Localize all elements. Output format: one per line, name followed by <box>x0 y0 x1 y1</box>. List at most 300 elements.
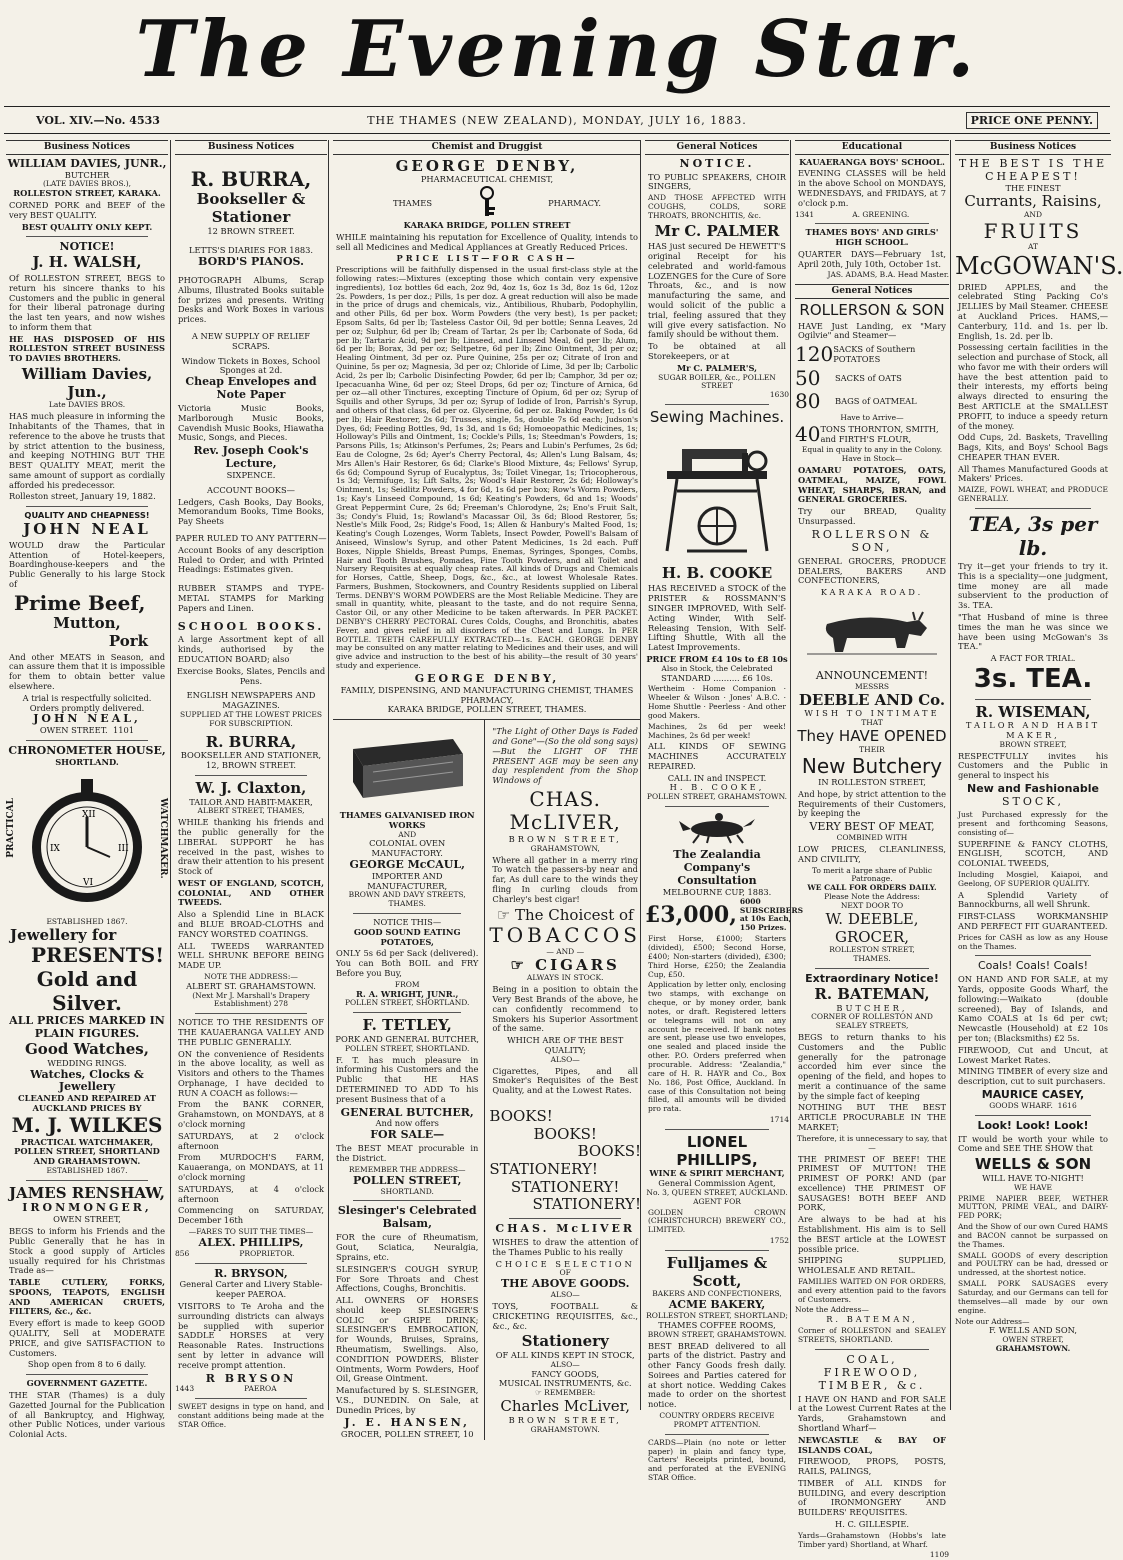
ad-text: IN ROLLESTON STREET, <box>818 777 926 788</box>
ad-text: NOTE THE ADDRESS:— <box>204 971 298 981</box>
ad-text: OWEN STREET. <box>39 725 108 736</box>
ad-text: CLEANED AND REPAIRED AT AUCKLAND PRICES BY <box>18 1093 156 1114</box>
ad-text: General Carter and Livery Stable-keeper PAEROA. <box>179 1279 323 1300</box>
column-2 <box>170 140 327 1430</box>
ad-text: And the Show of our own Cured HAMS and BACON cannot be surpassed on the Thames. <box>958 1222 1108 1249</box>
ad-heading: THE BEST IS THE CHEAPEST! <box>958 156 1108 183</box>
divider <box>353 913 461 914</box>
ad-text: Just Purchased expressly for the present and forthcoming Seasons, consisting of— <box>958 809 1108 837</box>
ad-text: CALL IN and INSPECT. <box>667 772 767 783</box>
ad-claxton-title: W. J. Claxton, <box>195 778 307 797</box>
ad-text: FIREWOOD, PROPS, POSTS, RAILS, PALINGS, <box>798 1456 946 1477</box>
column-header: Educational <box>795 140 949 155</box>
ad-text: RUBBER STAMPS and TYPE-METAL STAMPS for Marking Papers and Linen. <box>178 583 324 613</box>
ad-text: Note the Address— <box>795 1305 869 1315</box>
ad-text: BROWN STREET, GRAHAMSTOWN. <box>647 1329 787 1339</box>
ad-text: THAMES GALVANISED IRON WORKS <box>339 809 475 830</box>
ad-heading: NOTICE. <box>679 156 755 170</box>
ad-text: BUTCHER, <box>836 1002 908 1013</box>
ad-big-text: W. DEEBLE, GROCER, <box>825 909 919 946</box>
ad-text: FAMILY, DISPENSING, AND MANUFACTURING CHEMIST, THAMES PHARMACY, <box>340 684 634 705</box>
ad-text: WILL HAVE TO-NIGHT! <box>982 1172 1084 1183</box>
ad-text: FIRST-CLASS WORKMANSHIP AND PERFECT FIT GUARANTEED. <box>958 911 1108 931</box>
ad-text: TABLE CUTLERY, FORKS, SPOONS, TEAPOTS, ENGLISH AND AMERICAN CRUETS, FILTERS, &c., &c. <box>9 1277 165 1317</box>
ad-text: MAIZE, FOWL WHEAT, and PRODUCE GENERALLY. <box>958 485 1108 504</box>
masthead-rule <box>4 106 1110 107</box>
ad-text: TAILOR AND HABIT MAKER, <box>965 720 1101 741</box>
ad-text: THE FINEST <box>1005 182 1061 193</box>
ad-text: Orders promptly delivered. <box>29 702 145 713</box>
ad-text: HAS RECEIVED a STOCK of the PRISTER & ROSSMANN'S SINGER IMPROVED, With Self-Acting Winder, With Self-Releasing Tension, With Self-Lifting Shuttle, With all the Latest Improvements. <box>648 583 786 653</box>
ad-heading: NOTICE TO THE RESIDENTS OF THE KAUAERANGA VALLEY AND THE PUBLIC GENERALLY. <box>178 1017 324 1047</box>
ad-text: HE HAS DISPOSED OF HIS ROLLESTON STREET BUSINESS TO DAVIES BROTHERS. <box>9 333 165 364</box>
ad-text: LETTS'S DIARIES FOR 1883. <box>188 245 314 256</box>
ad-text: GRAHAMSTOWN. <box>995 1344 1071 1353</box>
ad-text: (LATE DAVIES BROS.), <box>42 179 132 189</box>
ad-text: Try it—get your friends to try it. This is a speciality—one judgment, time money are all made subservient to the production of 3s. TEA. <box>958 561 1108 611</box>
ad-text: SUPPLIED AT THE LOWEST PRICES FOR SUBSCRIPTION. <box>179 709 322 728</box>
ad-text: H. B. COOKE, <box>669 782 765 793</box>
ad-text: FOR the cure of Rheumatism, Gout, Sciatica, Neuralgia, Sprains, etc. <box>336 1232 479 1262</box>
ad-text: Possessing certain facilities in the selection and purchase of Stock, all who favor me with their orders will have the best attention paid to their interests, my efforts being always directed to ensuring the Best ARTICLE at the SMALLEST PROFIT, to induce a speedy return of the money. <box>958 342 1108 431</box>
ad-text: AT <box>1027 242 1038 252</box>
ad-text: DRIED APPLES, and the celebrated Sting Packing Co's JELLIES by Mail Steamer. CHEESE at Auckland Prices. HAMS,—Canterbury, 11d. and 1s. per lb. English, 1s. 2d. per lb. <box>958 281 1108 341</box>
ad-text: "That Husband of mine is three times the man he was since we have been using McGowan's 3s TEA." <box>958 612 1108 652</box>
ad-text: Also a Splendid Line in BLACK and BLUE BROAD-CLOTHS and FANCY WORSTED COATINGS. <box>178 909 324 939</box>
ad-text: ROLLESTON STREET, SHORTLAND; <box>646 1311 788 1321</box>
divider <box>975 955 1091 956</box>
ad-text: ONLY 5s 6d per Sack (delivered). You can Both BOIL and FRY Before you Buy, <box>336 948 479 979</box>
ad-text: Therefore, it is unnecessary to say, that— <box>796 1133 948 1152</box>
ad-text: SMALL PORK SAUSAGES every Saturday, and our Germans can tell for themselves—all made by our own engine. <box>958 1279 1108 1315</box>
ad-wells-title: WELLS & SON <box>974 1155 1092 1174</box>
ad-text: KARAKA BRIDGE, POLLEN STREET, THAMES. <box>387 704 587 715</box>
ad-text: Are always to be had at his Establishment. His aim is to Sell the BEST article at the LOWEST possible price. <box>798 1214 946 1254</box>
divider <box>665 1250 769 1251</box>
ad-text: PRACTICAL <box>6 797 16 858</box>
svg-text:III: III <box>118 843 129 854</box>
ad-text: BUTCHER <box>64 169 110 180</box>
divider <box>665 1129 769 1130</box>
ad-text: Corner of ROLLESTON and SEALEY STREETS, SHORTLAND. <box>798 1326 946 1344</box>
ad-number: 1630 <box>769 390 789 400</box>
ad-text: CORNED PORK and BEEF of the very BEST QUALITY. <box>9 199 165 220</box>
ad-text: ROLLESTON STREET, <box>829 945 915 955</box>
ad-text: A trial is respectfully solicited. <box>22 692 152 703</box>
ad-text: VISITORS to Te Aroha and the surrounding districts can always be supplied with superior SADDLE HORSES at very Reasonable Rates. Instructions sent by letter in advance will receive prompt attention. <box>178 1301 324 1370</box>
ad-text: IRONMONGER, <box>22 1201 152 1215</box>
ad-renshaw-title: JAMES RENSHAW, <box>8 1183 166 1202</box>
ad-heading: GOVERNMENT GAZETTE. <box>26 1378 148 1389</box>
ad-text: Cheap Envelopes and Note Paper <box>185 375 317 402</box>
ad-sewing-title: Sewing Machines. <box>649 408 785 427</box>
ad-rollerson-title: ROLLERSON & SON <box>799 300 945 319</box>
divider <box>975 508 1091 509</box>
ad-text: Including Mosgiel, Kaiapoi, and Geelong, OF SUPERIOR QUALITY. <box>958 869 1108 888</box>
ad-text: Please Note the Address: <box>824 892 920 902</box>
ad-text: PORK AND GENERAL BUTCHER, <box>335 1033 479 1044</box>
ad-bryson-title: R. BRYSON, <box>214 1266 288 1280</box>
ad-text: WHILE thanking his friends and the public generally for the LIBERAL SUPPORT he has received in the past, wishes to draw their attention to his present Stock of <box>178 817 324 877</box>
column-6 <box>950 140 1123 1410</box>
ad-text: STOCK, <box>1001 795 1065 808</box>
ad-text: KARAKA ROAD. <box>820 587 924 598</box>
bull-icon <box>797 602 947 666</box>
ad-text: Yards—Grahamstown (Hobbs's late Timber yard) Shortland, at Wharf. <box>798 1530 946 1549</box>
ad-bateman-title: R. BATEMAN, <box>814 984 930 1003</box>
ad-text: VERY BEST OF MEAT, <box>809 820 935 834</box>
divider <box>195 1398 307 1399</box>
ad-text: Of ROLLESTON STREET, BEGS to return his sincere thanks to his Customers and the public in general for their liberal patronage during the last ten years, and now wishes to inform them that <box>9 272 165 332</box>
ad-text: Have to Arrive— <box>840 412 904 422</box>
ad-text: First Horse, £1000; Starters (divided), £500; Second Horse, £400; Non-starters (divided), £300; Third Horse, £250; the Zealandia Cup, £50. <box>648 934 786 979</box>
divider <box>353 1200 461 1201</box>
ad-text: Note our Address— <box>955 1316 1030 1326</box>
ad-text: Application by letter only, enclosing two stamps, with exchange on cheque, or by money order, bank notes, or draft. Registered letters or telegrams will not on any account be received. If bank notes are sent, please use two envelopes, one sealed and placed inside the other. P.O. Orders preferred when procurable. Address: "Zealandia," care of H. R. HAYR and Co., Box No. 186, Post Office, Auckland. In case of this Consultation not being filled, all amounts will be divided pro rata. <box>648 980 786 1114</box>
ad-deeble-title: DEEBLE AND Co. <box>798 690 946 709</box>
ad-wilkes-title: M. J. WILKES <box>11 1113 163 1138</box>
ad-text: ROLLERSON & SON, <box>811 527 933 554</box>
ad-coals-title: Coals! Coals! Coals! <box>977 959 1089 973</box>
ad-burra-title: R. BURRA, <box>190 166 312 191</box>
divider <box>665 404 769 405</box>
ad-text: BOOKSELLER AND STATIONER, <box>180 750 322 761</box>
sewing-machine-icon <box>647 431 787 561</box>
ad-text: IT would be worth your while to Come and SEE THE SHOW that <box>958 1133 1108 1154</box>
ad-number: 1109 <box>929 1550 949 1560</box>
ad-text: Rev. Joseph Cook's Lecture, <box>193 444 309 471</box>
ad-text: PRACTICAL WATCHMAKER, <box>20 1136 154 1147</box>
ad-text: J. E. HANSEN, <box>344 1416 470 1430</box>
ad-text: QUARTER DAYS—February 1st, April 20th, July 10th, October 1st. <box>798 248 946 269</box>
ad-text: ALBERT ST. GRAHAMSTOWN. <box>186 980 316 991</box>
ad-phillips-title: LIONEL PHILLIPS, <box>676 1132 758 1169</box>
ad-heading: QUALITY AND CHEAPNESS! <box>24 510 150 521</box>
ad-text: GENERAL GROCERS, PRODUCE DEALERS, BAKERS AND CONFECTIONERS, <box>798 555 946 586</box>
ad-text: ON the convenience of Residents in the above locality, as well as Visitors and others to the Thames Orphanage, I have decided to RUN A COACH as follows:— <box>178 1048 324 1098</box>
ad-text: BROWN STREET, <box>999 739 1067 749</box>
ad-text: SACKS of OATS <box>835 372 902 383</box>
ad-wiseman-title: R. WISEMAN, <box>975 702 1091 721</box>
ad-text: 856 PROPRIETOR. <box>175 1248 295 1258</box>
ad-text: AND THOSE AFFECTED WITH COUGHS, COLDS, SORE THROATS, BRONCHITIS, &c. <box>648 193 786 220</box>
ad-text: BEST BREAD delivered to all parts of the district. Pastry and other Fancy Goods fresh daily. Soirees and Parties catered for at short notice. Wedding Cakes made to order on the shortest notice. <box>648 1340 786 1410</box>
ad-text: THAT <box>861 718 883 728</box>
ad-text: THEIR <box>859 744 885 754</box>
ad-text: A large Assortment kept of all kinds, authorised by the EDUCATION BOARD; also <box>178 634 324 665</box>
dateline <box>0 112 1114 130</box>
ad-text: JAS. ADAMS, B.A. Head Master. <box>827 270 949 280</box>
ad-quantity: 50 <box>795 365 821 390</box>
ad-text: Exercise Books, Slates, Pencils and Pens. <box>176 665 326 686</box>
ad-quantity: 120 <box>795 342 834 367</box>
divider <box>509 1218 621 1219</box>
ad-heading: ANNOUNCEMENT! <box>815 668 929 682</box>
divider <box>815 1349 929 1350</box>
ad-text: ALL OWNERS OF HORSES should keep SLESINGER'S COLIC or GRIPE DRINK; SLESINGER'S EMBROCATION, for Wounds, Bruises, Sprains, Rheumatism, Swellings. Also, CONDITION POWDERS, Blister Ointments, Worm Powders, Hoof Oil, Grease Ointment. <box>336 1295 479 1384</box>
ad-neal-title: JOHN NEAL <box>23 520 151 539</box>
column-4 <box>640 140 803 1483</box>
ad-text: CARDS—Plain (no note or letter paper) in plain and fancy type, Carters' Receipts printed, bound, and perforated at the EVENING STAR Office. <box>648 1437 786 1483</box>
ad-text: POLLEN STREET, SHORTLAND. <box>344 1043 470 1053</box>
ad-text: 1443 PAEROA <box>175 1384 277 1394</box>
divider <box>26 506 148 507</box>
ad-text: SATURDAYS, at 4 o'clock afternoon <box>178 1183 324 1204</box>
divider <box>815 968 929 969</box>
ad-heading: Extraordinary Notice! <box>805 971 939 985</box>
ad-big-text: Good Watches, <box>25 1040 149 1059</box>
ad-text: NEXT DOOR TO <box>840 900 904 910</box>
ad-text: WEST OF ENGLAND, SCOTCH, COLONIAL, AND OTHER TWEEDS. <box>178 877 324 908</box>
dateline-rule <box>4 133 1110 134</box>
ad-text: PHARMACY. <box>548 198 601 209</box>
ad-text: From MURDOCH'S FARM, Kauaeranga, on MONDAYS, at 11 o'clock morning <box>178 1152 324 1182</box>
divider <box>26 740 148 741</box>
ad-text: GEORGE McCAUL, <box>349 857 465 871</box>
ad-text: R BRYSON <box>205 1371 297 1385</box>
ad-big-text: New Butchery <box>801 753 943 778</box>
ad-text: 1341 A. GREENING. <box>795 209 910 219</box>
divider <box>975 699 1091 700</box>
ad-text: Manufactured by S. SLESINGER, V.S., DUNEDIN. On Sale, at Dunedin Prices, by <box>336 1385 479 1415</box>
ad-palmer-title: Mr C. PALMER <box>654 221 780 240</box>
column-3 <box>328 140 641 1440</box>
ad-text: F. T. has much pleasure in informing his Customers and the Public that HE HAS DETERMINED TO ADD To his present Business that of a <box>336 1054 479 1104</box>
ad-big-text: Jewellery for <box>10 925 117 944</box>
ad-text: TO PUBLIC SPEAKERS, CHOIR SINGERS, <box>648 171 786 192</box>
ad-text: ON HAND AND FOR SALE, at my Yards, opposite Goods Wharf, the following:—Waikato (double screened), Bay of Islands, and Kamo COALS at 1s 6d per cwt; Newcastle (Household) at £2 10s per ton; (Blacksmiths) £2 5s. <box>958 974 1108 1043</box>
ad-text: FROM <box>394 979 420 989</box>
ad-text: Rolleston street, January 19, 1882. <box>9 491 156 502</box>
ad-text: RESPECTFULLY invites his Customers and the Public in general to inspect his <box>958 750 1108 781</box>
svg-text:XII: XII <box>82 809 96 820</box>
ad-text: GOLDEN CROWN (CHRISTCHURCH) BREWERY CO., LIMITED. <box>648 1207 786 1235</box>
svg-text:VI: VI <box>83 877 94 888</box>
ad-text: Every effort is made to keep GOOD QUALITY, Sell at MODERATE PRICE, and give SATISFACTION to Customers. <box>9 1318 165 1358</box>
ad-text: AND <box>1024 210 1042 220</box>
divider <box>815 223 929 224</box>
ad-text: THAMES <box>393 198 432 209</box>
mcliver-column: "The Light of Other Days is Faded and Gone"—(So the old song says)—But the LIGHT OF THE PRESENT AGE may be seen any day resplendent from the Shop Windows of CHAS. McLIVER, BROWN STREET, GRAHAMSTOWN, Where all gather in a merry ring To watch the passers-by near and far, As dull care to the winds they fling In curling clouds from Charley's best cigar! ☞ The Choicest of TOBACCOS — AND — ☞ CIGARS ALWAYS IN STOCK. Being in a position to obtain the Very Best Brands of the above, he can confidently recommend to Smokers his Superior Assortment of the same. WHICH ARE OF THE BEST QUALITY; ALSO— Cigarettes, Pipes, and all Smoker's Requisites of the Best Quality, and at the Lowest Rates. BOOKS! BOOKS! BOOKS! STATIONERY! STATIONERY! STATIONERY! CHAS. McLIVER WISHES to draw the attention of the Thames Public to his really CHOICE SELECTION OF THE ABOVE GOODS. ALSO— TOYS, FOOTBALL & CRICKETING REQUISITES, &c., &c., &c. Stationery OF ALL KINDS KEPT IN STOCK, ALSO— FANCY GOODS, MUSICAL INSTRUMENTS, &c. ☞ REMEMBER: Charles McLiver, BROWN STREET, GRAHAMSTOWN. <box>489 726 641 1434</box>
ad-text: Account Books of any description Ruled to Order, and with Printed Headings: Estimates given. <box>178 544 324 575</box>
ad-text: WE CALL FOR ORDERS DAILY. <box>807 883 937 893</box>
ad-text: A FACT FOR TRIAL. <box>990 653 1076 664</box>
ad-text: GEORGE DENBY, <box>414 671 560 685</box>
ad-text: OWEN STREET, <box>1002 1335 1064 1345</box>
ad-text: REMEMBER THE ADDRESS— <box>348 1164 466 1174</box>
ad-text: BROWN AND DAVY STREETS, THAMES. <box>348 890 466 909</box>
ad-text: GENERAL BUTCHER, <box>340 1105 474 1119</box>
volume-number: VOL. XIV.—No. 4533 <box>36 114 160 127</box>
ad-big-text: PRESENTS! <box>31 943 164 968</box>
ad-text: POLLEN STREET, SHORTLAND. <box>344 998 470 1008</box>
ad-text: STANDARD .......... £6 10s. <box>661 672 773 683</box>
ad-tea-title: TEA, 3s per lb. <box>968 511 1098 560</box>
ad-text: And hope, by strict attention to the Requirements of their Customers, by keeping the <box>798 788 946 819</box>
ad-text: R. A. WRIGHT, JUNR., <box>356 988 459 999</box>
ad-text: BAKERS AND CONFECTIONERS, <box>652 1289 782 1299</box>
ad-number: 10 <box>462 1429 474 1440</box>
ad-quantity: 80 <box>795 389 821 414</box>
divider <box>195 1013 307 1014</box>
ad-text: ALL PRICES MARKED IN PLAIN FIGURES. <box>9 1014 165 1041</box>
divider <box>26 1180 148 1181</box>
ad-text: ESTABLISHED 1867. <box>46 916 128 926</box>
ad-text: CORNER OF ROLLESTON AND SEALEY STREETS, <box>811 1012 933 1031</box>
ad-text: SLESINGER'S COUGH SYRUP, For Sore Throats and Chest Affections, Coughs, Bronchitis. <box>336 1263 479 1294</box>
ad-text: PHOTOGRAPH Albums, Scrap Albums, Illustrated Books suitable for prizes and presents. Writing Desks and Work Boxes in various prices. <box>178 275 324 325</box>
ad-fulljames-title: Fulljames & Scott, <box>666 1253 768 1290</box>
column-header: Business Notices <box>955 140 1111 155</box>
ad-text: PRIME NAPIER BEEF, WETHER MUTTON, PRIME VEAL, and DAIRY-FED PORK; <box>958 1193 1108 1221</box>
divider <box>26 1374 148 1375</box>
ad-text: BEGS to return thanks to his Customers and the Public generally for the patronage accorded him ever since the opening of the field, and hopes to merit a continuance of the same by the simple fact of keeping <box>798 1032 946 1101</box>
ad-text: MELBOURNE CUP, 1883. <box>662 887 772 898</box>
ad-text: FAMILIES WAITED ON FOR ORDERS, and every attention paid to the favors of Customers. <box>798 1276 946 1304</box>
ad-chrono-title: CHRONOMETER HOUSE, <box>8 744 166 758</box>
ad-text: Victoria Music Books, Marlborough Music Books, Cavendish Music Books, Hiawatha Music, Songs, and Pieces. <box>178 403 324 443</box>
ad-text: Ledgers, Cash Books, Day Books, Memorandum Books, Time Books, Pay Sheets <box>178 496 324 527</box>
ad-number: 1101 <box>112 725 135 736</box>
ad-big-text: They HAVE OPENED <box>797 726 947 745</box>
ad-text: SIXPENCE. <box>226 470 276 481</box>
ad-tetley-title: F. TETLEY, <box>362 1016 452 1035</box>
ad-text: KARAKA BRIDGE, POLLEN STREET <box>403 220 571 231</box>
ad-text: ACCOUNT BOOKS— <box>207 484 295 495</box>
divider <box>26 236 148 237</box>
ad-text: A Splendid Variety of Bannockburns, all well Shrunk. <box>958 889 1108 910</box>
ad-text: 6000 SUBSCRIBERS at 10s Each, 150 Prizes. <box>739 896 803 933</box>
ad-text: MINING TIMBER of every size and description, cut to suit purchasers. <box>958 1066 1108 1087</box>
ad-big-text: Prime Beef, <box>14 590 146 615</box>
ad-text: EVENING CLASSES will be held in the above School on MONDAYS, WEDNESDAYS, and FRIDAYS, at 7 o'clock p.m. <box>798 168 946 208</box>
column-header: General Notices <box>795 284 949 299</box>
ad-big-text: Mutton, <box>53 614 121 633</box>
ad-text: F. WELLS AND SON, <box>988 1325 1078 1336</box>
ad-text: A NEW SUPPLY OF RELIEF SCRAPS. <box>191 331 311 351</box>
ad-text: BORD'S PIANOS. <box>198 255 304 269</box>
ad-text: THAMES COFFEE ROOMS, <box>658 1319 776 1330</box>
horse-race-icon <box>647 811 787 845</box>
ad-text: POLLEN STREET, <box>352 1173 462 1187</box>
ad-text: Odd Cups, 2d. Baskets, Travelling Bags, Kits, and Boys' School Bags CHEAPER THAN EVER. <box>958 432 1108 462</box>
ad-text: 12 BROWN STREET. <box>207 225 295 236</box>
ad-text: HAVE Just Landing, ex "Mary Ogilvie" and Steamer— <box>798 320 946 341</box>
ad-coal-title: COAL, FIREWOOD, TIMBER, &c. <box>818 1352 926 1392</box>
ad-text: SHIPPING SUPPLIED, WHOLESALE AND RETAIL. <box>798 1255 946 1276</box>
ad-number: 1752 <box>769 1236 789 1246</box>
ad-text: WINE & SPIRIT MERCHANT, <box>649 1168 785 1179</box>
ad-text: TONS THORNTON, SMITH, and FIRTH'S FLOUR, <box>820 423 939 444</box>
ad-text: And now offers <box>375 1118 439 1129</box>
ad-text: FOR SALE— <box>370 1128 445 1142</box>
ad-text: H. C. GILLESPIE. <box>834 1519 910 1529</box>
ad-big-text: 3s. TEA. <box>973 663 1093 694</box>
mortar-key-icon <box>475 185 499 219</box>
column-5 <box>790 140 949 1560</box>
ad-quote-block: "The Light of Other Days is Faded and Gone"—(So the old song says)—But the LIGHT OF THE PRESENT AGE may be seen any day resplendent from the Shop Windows of <box>492 726 638 786</box>
ad-text: And other MEATS in Season, and can assure them that it is impossible for them to obtain better value elsewhere. <box>9 651 165 691</box>
ad-text: ACME BAKERY, <box>668 1298 766 1312</box>
issue-price: PRICE ONE PENNY. <box>966 112 1098 129</box>
ad-text: SHORTLAND. <box>380 1186 434 1196</box>
ad-text: ESTABLISHED 1867. <box>46 1165 128 1175</box>
ad-text: GOOD SOUND EATING POTATOES, <box>353 926 461 947</box>
ad-text: I HAVE ON HAND and FOR SALE at the Lowest Current Rates at the Yards, Grahamstown and Shortland Wharf— <box>798 1393 946 1433</box>
ad-text: ALEX. PHILLIPS, <box>198 1235 304 1249</box>
ad-text: AND <box>398 829 417 839</box>
ad-number: 1616 <box>1057 1100 1077 1110</box>
ad-text: MESSRS <box>854 681 890 691</box>
ad-text: PHARMACEUTICAL CHEMIST, <box>420 174 554 185</box>
ad-heading: PRICE LIST—FOR CASH— <box>396 253 578 264</box>
ad-text: TIMBER of ALL KINDS for BUILDING, and every description of IRONMONGERY AND BUILDERS' REQUISITES. <box>798 1477 946 1518</box>
ad-text: ALL KINDS OF SEWING MACHINES ACCURATELY REPAIRED. <box>648 741 786 771</box>
ad-text: Have in Stock— <box>841 454 903 464</box>
ad-text: COUNTRY ORDERS RECEIVE PROMPT ATTENTION. <box>659 1411 775 1429</box>
ad-text: Try our BREAD, Quality Unsurpassed. <box>798 506 946 526</box>
ad-cooke-title: H. B. COOKE <box>661 563 773 582</box>
ad-number: 1714 <box>769 1115 789 1125</box>
ad-text: NEWCASTLE & BAY OF ISLANDS COAL, <box>798 1434 946 1455</box>
ad-wd-title: William Davies, Jun., <box>21 365 153 401</box>
ad-text: ROLLESTON STREET, KARAKA. <box>13 188 161 199</box>
ad-text: Shop open from 8 to 6 daily. <box>27 1359 147 1370</box>
divider <box>195 775 307 776</box>
ad-text: Late DAVIES BROS. <box>48 400 126 410</box>
ad-text: ALBERT STREET, THAMES, <box>197 806 305 816</box>
ad-text: The BEST MEAT procurable in the District. <box>336 1143 479 1164</box>
masthead <box>0 4 1114 96</box>
ad-slesinger-title: Slesinger's Celebrated Balsam, <box>337 1204 477 1231</box>
ad-text: THE PRIMEST OF BEEF! THE PRIMEST OF MUTTON! THE PRIMEST OF PORK! AND (par excellence) THE PRIMEST OF SAUSAGES! BOTH BEEF AND PORK, <box>798 1153 946 1213</box>
ad-casey-title: MAURICE CASEY, <box>981 1087 1085 1101</box>
watch-illustration <box>6 768 168 918</box>
ad-text: GROCER, POLLEN STREET, <box>340 1429 461 1440</box>
ad-text: PAPER RULED TO ANY PATTERN— <box>175 533 327 544</box>
ad-text: To merit a large share of Public Patronage. <box>811 865 933 884</box>
ad-text: HAS just secured De HEWETT'S original Receipt for his celebrated and world-famous LOZENGES for the Cure of Sore Throats, &c., and is now manufacturing the same, and would solicit of the public a trial, feeling assured that they will give every satisfaction. No family should be without them. <box>648 241 786 340</box>
ad-text: 12, BROWN STREET. <box>206 760 296 771</box>
ad-text: NOTHING BUT THE BEST ARTICLE PROCURABLE IN THE MARKET; <box>798 1102 946 1133</box>
ad-text: Machines, 2s 6d per week! Machines, 2s 6d per week! <box>648 721 786 740</box>
ad-text: OAMARU POTATOES, OATS, OATMEAL, MAIZE, FOWL WHEAT, SHARPS, BRAN, and GENERAL GROCERIES. <box>798 465 946 505</box>
ad-big-text: New and Fashionable <box>967 782 1099 796</box>
ad-text: BEGS to inform his Friends and the Public Generally that he has in Stock a good supply of Articles usually required for his Christmas Trade as— <box>9 1226 165 1276</box>
galvanised-tank-icon <box>333 724 473 804</box>
ad-text: SUPERFINE & FANCY CLOTHS, ENGLISH, SCOTCH, AND COLONIAL TWEEDS, <box>958 838 1108 869</box>
ad-denby-title: GEORGE DENBY, <box>395 156 579 175</box>
ad-text: TAILOR AND HABIT-MAKER, <box>189 796 313 807</box>
newspaper-title: The Evening Star. <box>135 4 979 95</box>
column-1 <box>6 140 168 1440</box>
ad-text: SWEET designs in type on hand, and constant additions being made at the STAR Office. <box>178 1402 324 1430</box>
ad-text: GOODS WHARF. <box>989 1100 1053 1110</box>
ad-text: Mr C. PALMER'S, <box>676 362 758 373</box>
ad-text: LOW PRICES, CLEANLINESS, AND CIVILITY, <box>798 844 946 864</box>
ad-text: THE STAR (Thames) is a duly Gazetted Journal for the Publication of all Bankruptcy, and Highway, other Public Notices, under various Colonial Acts. <box>9 1389 165 1440</box>
ad-big-text: Pork <box>108 631 148 650</box>
ad-text: SHORTLAND. <box>55 757 119 768</box>
ad-text: JOHN NEAL, <box>33 712 141 726</box>
ad-text: R. BURRA, <box>205 732 297 751</box>
ad-zealandia-title: The Zealandia Company's Consultation <box>673 848 761 888</box>
ad-text: R. BATEMAN, <box>826 1314 918 1325</box>
ad-text: Bookseller & Stationer <box>196 190 306 226</box>
ad-text: COMBINED WITH <box>836 833 908 843</box>
ad-text: IMPORTER AND MANUFACTURER, <box>367 870 448 891</box>
ad-quantity: 40 <box>795 421 821 446</box>
